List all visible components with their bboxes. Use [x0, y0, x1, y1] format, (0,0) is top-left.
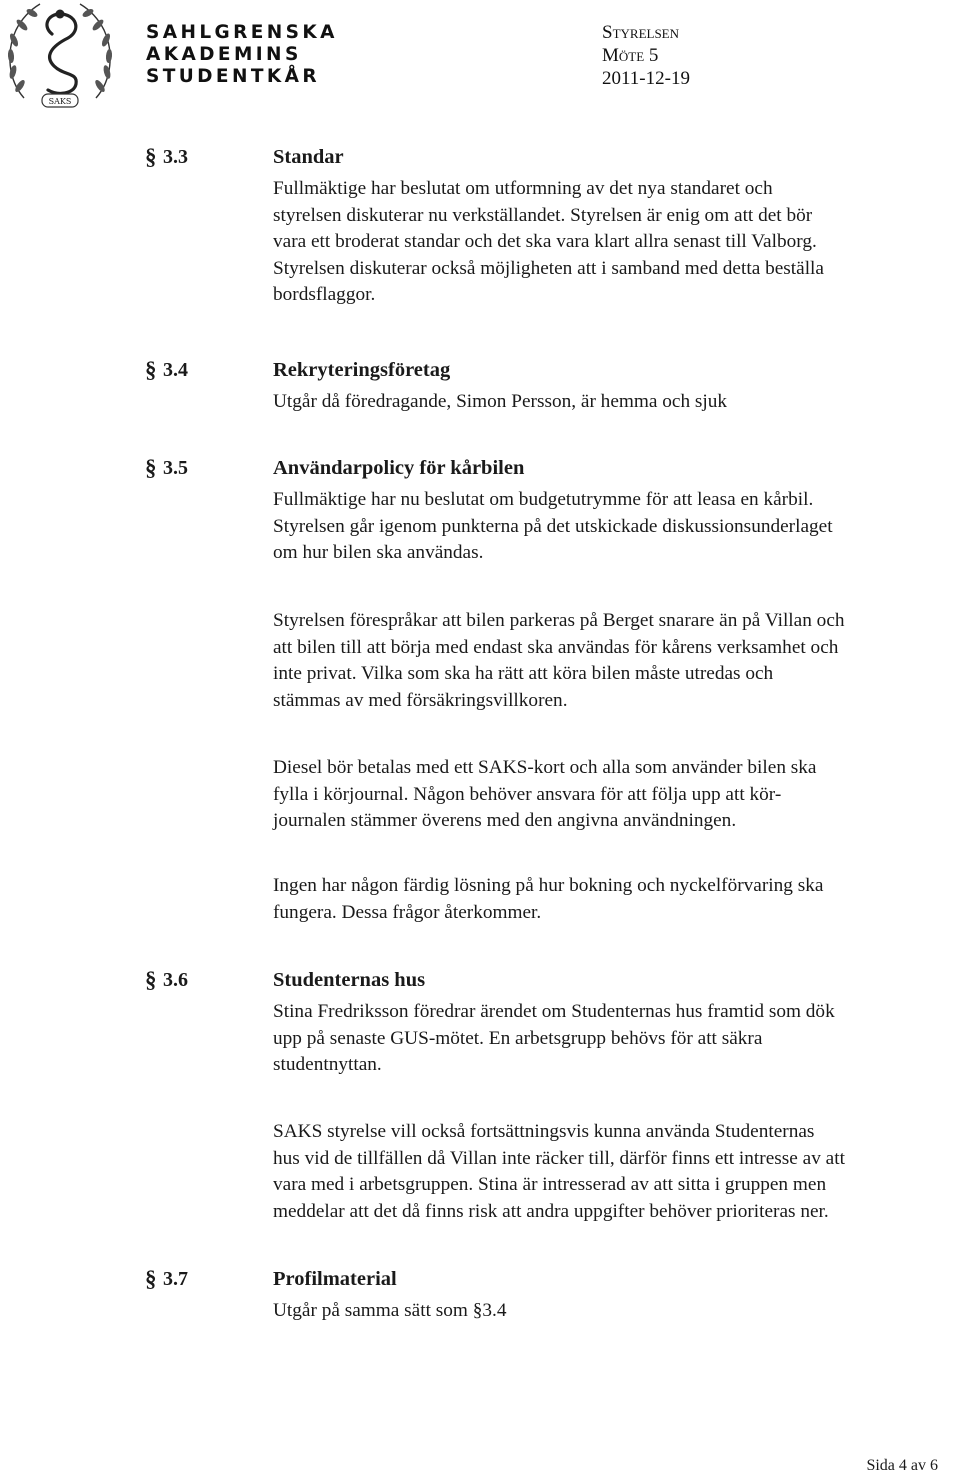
text-line: meddelar att det då finns risk att andra uppgifter behöver prioriteras ner.: [273, 1200, 829, 1222]
paragraph: [273, 1119, 960, 1225]
text-line: Ingen har någon färdig lösning på hur bokning och nyckelförvaring ska: [273, 875, 824, 896]
saks-logo: [2, 0, 118, 112]
text-line: upp på senaste GUS-mötet. En arbetsgrupp behövs för att säkra: [273, 1027, 763, 1049]
text-line: om hur bilen ska användas.: [273, 542, 484, 564]
text-line: styrelsen diskuterar nu verkställandet. Styrelsen är enig om att det bör: [273, 204, 813, 226]
section-title: Användarpolicy för kårbilen: [273, 457, 525, 479]
section-mark: §: [145, 1266, 157, 1291]
meeting-date: 2011-12-19: [602, 68, 690, 89]
section-mark: §: [145, 455, 157, 480]
meeting-number: Möte 5: [602, 45, 659, 66]
text-line: SAKS styrelse vill också fortsättningsvis kunna använda Studenternas: [273, 1121, 815, 1142]
text-line: journalen stämmer överens med den angivna användningen.: [273, 810, 737, 832]
text-line: Diesel bör betalas med ett SAKS-kort och alla som använder bilen ska: [273, 757, 817, 778]
section-number: 3.6: [163, 969, 188, 991]
text-line: Stina Fredriksson föredrar ärendet om Studenternas hus framtid som dök: [273, 1001, 835, 1022]
text-line: Utgår på samma sätt som §3.4: [273, 1300, 507, 1321]
paragraph: [273, 755, 960, 835]
text-line: stämmas av med försäkringsvillkoren.: [273, 689, 568, 711]
meeting-meta: [602, 21, 690, 90]
text-line: fylla i körjournal. Någon behöver ansvara för att följa upp att kör-: [273, 783, 782, 805]
section-title: Studenternas hus: [273, 969, 426, 991]
section-title: Profilmaterial: [273, 1268, 397, 1290]
org-line: SAHLGRENSKA: [146, 22, 338, 43]
section-mark: §: [145, 357, 157, 382]
paragraph: [273, 1298, 960, 1325]
text-line: fungera. Dessa frågor återkommer.: [273, 901, 542, 923]
section-number: 3.4: [163, 359, 188, 381]
text-line: hus vid de tillfällen då Villan inte räcker till, därför finns ett intresse av att: [273, 1147, 845, 1169]
organization-name: [146, 22, 338, 88]
paragraph: [273, 999, 960, 1079]
section-mark: §: [145, 967, 157, 992]
section-number: 3.3: [163, 146, 188, 168]
paragraph: [273, 608, 960, 714]
text-line: Styrelsen går igenom punkterna på det utskickade diskussionsunderlaget: [273, 515, 833, 537]
page-number: Sida 4 av 6: [866, 1457, 938, 1474]
section-mark: §: [145, 144, 157, 169]
text-line: vara med i arbetsgruppen. Stina är intresserad av att sitta i gruppen men: [273, 1174, 827, 1196]
section-number: 3.7: [163, 1268, 188, 1290]
text-line: Styrelsen förespråkar att bilen parkeras på Berget snarare än på Villan och: [273, 610, 845, 631]
paragraph: [273, 487, 960, 567]
text-line: Fullmäktige har beslutat om utformning av det nya standaret och: [273, 178, 773, 199]
text-line: att bilen till att börja med endast ska användas för kårens verksamhet och: [273, 636, 839, 658]
paragraph: [273, 389, 960, 416]
serpent-wreath-logo-icon: [2, 0, 118, 112]
text-line: vara ett broderat standar och det ska vara klart allra senast till Valborg.: [273, 231, 817, 253]
org-line: AKADEMINS: [146, 44, 302, 65]
text-line: Styrelsen diskuterar också möjligheten att i samband med detta beställa: [273, 257, 824, 279]
section-title: Rekryteringsföretag: [273, 359, 451, 381]
paragraph: [273, 176, 960, 309]
text-line: inte privat. Vilka som ska ha rätt att köra bilen måste utredas och: [273, 663, 774, 685]
text-line: Utgår då föredragande, Simon Persson, är hemma och sjuk: [273, 391, 728, 412]
paragraph: [273, 873, 960, 926]
org-line: STUDENTKÅR: [146, 66, 320, 87]
text-line: Fullmäktige har nu beslutat om budgetutrymme för att leasa en kårbil.: [273, 489, 814, 510]
text-line: bordsflaggor.: [273, 284, 376, 306]
logo-ribbon-text: SAKS: [48, 97, 72, 106]
section-title: Standar: [273, 146, 344, 168]
text-line: studentnyttan.: [273, 1054, 382, 1076]
section-number: 3.5: [163, 457, 188, 479]
doc-title: Styrelsen: [602, 22, 680, 43]
